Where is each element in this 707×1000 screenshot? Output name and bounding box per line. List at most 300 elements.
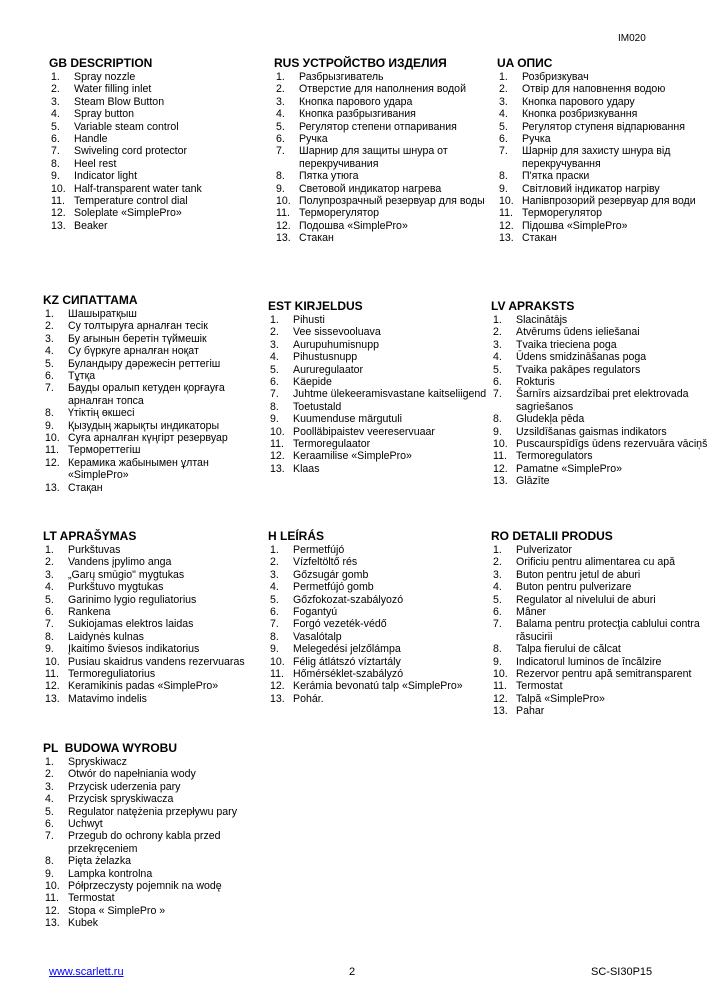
list-item bbox=[491, 581, 705, 593]
list-item bbox=[43, 457, 265, 482]
list-item bbox=[49, 121, 271, 133]
list-item bbox=[49, 145, 271, 157]
section-title: UA ОПИС bbox=[497, 56, 553, 70]
item-text: Talpa fierului de călcat bbox=[516, 643, 621, 656]
item-text: Регулятор ступеня відпарювання bbox=[522, 120, 685, 133]
item-number: 7. bbox=[499, 145, 508, 158]
item-number: 6. bbox=[276, 133, 285, 146]
item-number: 13. bbox=[45, 692, 60, 705]
list-item bbox=[491, 680, 705, 692]
item-number: 13. bbox=[270, 692, 285, 705]
list-item bbox=[43, 917, 265, 929]
item-text: Стакан bbox=[299, 232, 334, 245]
item-number: 11. bbox=[45, 668, 59, 681]
list-item bbox=[49, 220, 271, 232]
list-item bbox=[49, 108, 271, 120]
item-number: 12. bbox=[45, 456, 60, 469]
section-title: RUS УСТРОЙСТВО ИЗДЕЛИЯ bbox=[274, 56, 447, 70]
item-list bbox=[491, 544, 705, 718]
item-number: 11. bbox=[51, 195, 65, 208]
section-8 bbox=[491, 530, 705, 718]
item-text: Світловий індикатор нагріву bbox=[522, 182, 660, 195]
item-text: Balama pentru protecţia cablului contra răsucirii bbox=[516, 618, 700, 643]
item-text: Käepide bbox=[293, 376, 332, 389]
item-text: Lampka kontrolna bbox=[68, 867, 153, 880]
item-number: 9. bbox=[493, 425, 502, 438]
list-item bbox=[497, 133, 707, 145]
item-text: Су бүркуге арналған ноқат bbox=[68, 345, 199, 358]
list-item bbox=[268, 450, 490, 462]
item-text: Variable steam control bbox=[74, 120, 179, 133]
item-number: 7. bbox=[51, 145, 60, 158]
list-item bbox=[43, 444, 265, 456]
section-title: KZ СИПАТТАМА bbox=[43, 293, 138, 307]
list-item bbox=[497, 121, 707, 133]
footer-link-wrapper bbox=[49, 966, 124, 978]
list-item bbox=[491, 606, 705, 618]
item-number: 9. bbox=[51, 170, 60, 183]
list-item bbox=[268, 426, 490, 438]
item-number: 6. bbox=[493, 376, 502, 389]
list-item bbox=[274, 71, 496, 83]
website-link[interactable]: www.scarlett.ru bbox=[49, 966, 124, 978]
list-item bbox=[49, 170, 271, 182]
item-text: Pihustusnupp bbox=[293, 351, 358, 364]
section-1 bbox=[274, 57, 496, 245]
item-text: Vízfeltöltő rés bbox=[293, 556, 358, 569]
list-item bbox=[49, 71, 271, 83]
list-item bbox=[491, 438, 707, 450]
item-number: 2. bbox=[270, 556, 279, 569]
list-item bbox=[491, 475, 707, 487]
item-text: Кнопка разбрызгивания bbox=[299, 108, 416, 121]
list-item bbox=[43, 358, 265, 370]
item-text: Toetustald bbox=[293, 400, 342, 413]
item-text: Permetfújó bbox=[293, 544, 345, 556]
item-text: Regulator natężenia przepływu pary bbox=[68, 805, 238, 818]
item-text: Pulverizator bbox=[516, 544, 572, 556]
list-item bbox=[268, 388, 490, 400]
list-item bbox=[491, 556, 705, 568]
item-text: Slacinātājs bbox=[516, 314, 568, 326]
item-text: Poolläbipaistev veereservuaar bbox=[293, 425, 435, 438]
item-number: 5. bbox=[276, 120, 285, 133]
item-list bbox=[43, 308, 265, 494]
item-number: 8. bbox=[45, 407, 54, 420]
item-text: Atvērums ūdens ieliešanai bbox=[516, 326, 640, 339]
list-item bbox=[43, 308, 265, 320]
item-number: 5. bbox=[270, 593, 279, 606]
item-text: Полупрозрачный резервуар для воды bbox=[299, 195, 485, 208]
item-number: 13. bbox=[45, 917, 60, 930]
item-text: Pamatne «SimplePro» bbox=[516, 462, 622, 475]
list-item bbox=[268, 693, 490, 705]
item-text: Steam Blow Button bbox=[74, 95, 165, 108]
item-number: 8. bbox=[270, 400, 279, 413]
item-text: Kubek bbox=[68, 917, 99, 930]
item-text: Keramikinis padas «SimplePro» bbox=[68, 680, 219, 693]
item-number: 12. bbox=[493, 692, 508, 705]
list-item bbox=[491, 376, 707, 388]
item-text: Handle bbox=[74, 133, 108, 146]
item-number: 1. bbox=[499, 71, 508, 83]
item-text: Termostat bbox=[68, 892, 115, 905]
item-text: Fogantyú bbox=[293, 606, 338, 619]
item-number: 11. bbox=[276, 207, 290, 220]
section-5 bbox=[491, 300, 707, 488]
list-item bbox=[43, 830, 265, 855]
item-text: Gőzsugár gomb bbox=[293, 568, 369, 581]
list-item bbox=[274, 232, 496, 244]
list-item bbox=[268, 463, 490, 475]
item-number: 4. bbox=[499, 108, 508, 121]
list-item bbox=[497, 108, 707, 120]
list-item bbox=[43, 892, 265, 904]
list-item bbox=[43, 768, 265, 780]
list-item bbox=[491, 594, 705, 606]
list-item bbox=[43, 643, 265, 655]
item-number: 10. bbox=[493, 668, 508, 681]
list-item bbox=[268, 351, 490, 363]
section-title: RO DETALII PRODUS bbox=[491, 529, 613, 543]
product-code: SC-SI30P15 bbox=[591, 966, 653, 978]
list-item bbox=[43, 606, 265, 618]
list-item bbox=[268, 544, 490, 556]
item-list bbox=[268, 544, 490, 705]
item-number: 12. bbox=[270, 450, 285, 463]
list-item bbox=[43, 569, 265, 581]
item-text: Forgó vezeték-védő bbox=[293, 618, 387, 631]
item-text: „Garų smūgio" mygtukas bbox=[68, 568, 185, 581]
item-text: Gőzfokozat-szabályozó bbox=[293, 593, 404, 606]
item-text: Šarnīrs aizsardzībai pret elektrovada sagriešanos bbox=[516, 388, 689, 413]
list-item bbox=[268, 401, 490, 413]
item-number: 1. bbox=[45, 544, 54, 556]
list-item bbox=[268, 594, 490, 606]
item-number: 7. bbox=[493, 388, 502, 401]
item-text: Стақан bbox=[68, 481, 103, 494]
item-number: 13. bbox=[493, 475, 508, 488]
item-text: Тұтқа bbox=[68, 370, 96, 383]
list-item bbox=[268, 581, 490, 593]
item-text: Orificiu pentru alimentarea cu apă bbox=[516, 556, 675, 569]
section-title: EST KIRJELDUS bbox=[268, 299, 363, 313]
section-9 bbox=[43, 742, 265, 930]
item-number: 1. bbox=[493, 544, 502, 556]
item-number: 3. bbox=[45, 780, 54, 793]
item-text: Терморегулятор bbox=[299, 207, 379, 220]
list-item bbox=[49, 195, 271, 207]
item-text: Үтіктің өкшесі bbox=[68, 407, 135, 420]
item-number: 5. bbox=[45, 593, 54, 606]
item-number: 1. bbox=[45, 308, 54, 320]
item-text: Półprzeczysty pojemnik na wodę bbox=[68, 880, 222, 893]
item-text: Розбризкувач bbox=[522, 71, 589, 83]
item-number: 4. bbox=[51, 108, 60, 121]
section-4 bbox=[268, 300, 490, 475]
item-text: Przegub do ochrony kabla przed przekręceniem bbox=[68, 830, 221, 855]
item-number: 10. bbox=[270, 655, 285, 668]
list-item bbox=[491, 351, 707, 363]
item-text: Uchwyt bbox=[68, 818, 103, 831]
item-number: 8. bbox=[493, 643, 502, 656]
item-number: 3. bbox=[493, 338, 502, 351]
item-number: 9. bbox=[45, 643, 54, 656]
item-text: Шарнір для захисту шнура від перекручування bbox=[522, 145, 671, 170]
list-item bbox=[268, 631, 490, 643]
item-text: Ручка bbox=[522, 133, 551, 146]
item-number: 10. bbox=[493, 438, 508, 451]
list-item bbox=[268, 326, 490, 338]
item-text: Juhtme ülekeeramisvastane kaitseliigend bbox=[293, 388, 487, 401]
section-title: GB DESCRIPTION bbox=[49, 56, 153, 70]
list-item bbox=[43, 382, 265, 407]
item-text: Пятка утюга bbox=[299, 170, 359, 183]
list-item bbox=[43, 432, 265, 444]
item-text: Buton pentru jetul de aburi bbox=[516, 568, 641, 581]
item-text: Разбрызгиватель bbox=[299, 71, 384, 83]
list-item bbox=[43, 370, 265, 382]
item-number: 8. bbox=[51, 157, 60, 170]
section-title: H LEÍRÁS bbox=[268, 529, 325, 543]
item-text: Кнопка парового удара bbox=[299, 95, 413, 108]
item-text: Tvaika trieciena poga bbox=[516, 338, 617, 351]
item-text: Sukiojamas elektros laidas bbox=[68, 618, 194, 631]
item-text: Przycisk uderzenia pary bbox=[68, 780, 181, 793]
item-number: 1. bbox=[276, 71, 285, 83]
item-number: 9. bbox=[276, 182, 285, 195]
item-number: 4. bbox=[45, 793, 54, 806]
item-number: 7. bbox=[276, 145, 285, 158]
item-text: Puscaurspīdīgs ūdens rezervuāra vāciņš bbox=[516, 438, 707, 451]
item-number: 9. bbox=[499, 182, 508, 195]
item-number: 10. bbox=[270, 425, 285, 438]
item-text: Буландыру дәрежесін реттегіш bbox=[68, 357, 221, 370]
item-text: Hőmérséklet-szabályzó bbox=[293, 668, 404, 681]
list-item bbox=[43, 818, 265, 830]
item-list bbox=[497, 71, 707, 245]
item-number: 2. bbox=[499, 83, 508, 96]
list-item bbox=[497, 195, 707, 207]
list-item bbox=[491, 450, 707, 462]
item-text: Rankena bbox=[68, 606, 111, 619]
list-item bbox=[491, 693, 705, 705]
list-item bbox=[49, 183, 271, 195]
item-number: 4. bbox=[276, 108, 285, 121]
item-number: 3. bbox=[493, 568, 502, 581]
list-item bbox=[491, 426, 707, 438]
list-item bbox=[274, 108, 496, 120]
item-text: Pahar bbox=[516, 705, 545, 718]
list-item bbox=[268, 606, 490, 618]
item-text: Termoreguliatorius bbox=[68, 668, 156, 681]
item-number: 3. bbox=[270, 568, 279, 581]
item-number: 1. bbox=[493, 314, 502, 326]
list-item bbox=[43, 668, 265, 680]
list-item bbox=[491, 388, 707, 413]
item-number: 1. bbox=[270, 314, 279, 326]
item-number: 5. bbox=[45, 805, 54, 818]
item-number: 5. bbox=[493, 593, 502, 606]
item-text: Tvaika pakāpes regulators bbox=[516, 363, 641, 376]
item-number: 11. bbox=[499, 207, 513, 220]
list-item bbox=[491, 618, 705, 643]
item-text: Vandens įpylimo anga bbox=[68, 556, 172, 569]
item-text: Ручка bbox=[299, 133, 328, 146]
section-title: LT APRAŠYMAS bbox=[43, 529, 137, 543]
list-item bbox=[268, 376, 490, 388]
item-text: Przycisk spryskiwacza bbox=[68, 793, 174, 806]
item-text: Otwór do napełniania wody bbox=[68, 768, 196, 781]
item-list bbox=[43, 756, 265, 930]
item-text: Терморегулятор bbox=[522, 207, 602, 220]
item-number: 7. bbox=[45, 382, 54, 395]
item-number: 13. bbox=[493, 705, 508, 718]
item-number: 8. bbox=[499, 170, 508, 183]
item-text: Aurupuhumisnupp bbox=[293, 338, 379, 351]
item-list bbox=[491, 314, 707, 488]
list-item bbox=[491, 643, 705, 655]
item-text: Purkštuvo mygtukas bbox=[68, 581, 164, 594]
list-item bbox=[491, 413, 707, 425]
item-text: Ūdens smidzināšanas poga bbox=[516, 351, 647, 364]
item-text: Matavimo indelis bbox=[68, 692, 147, 705]
item-number: 9. bbox=[270, 643, 279, 656]
list-item bbox=[491, 326, 707, 338]
item-number: 13. bbox=[276, 232, 291, 245]
list-item bbox=[497, 145, 707, 170]
item-number: 2. bbox=[45, 556, 54, 569]
list-item bbox=[43, 793, 265, 805]
item-number: 4. bbox=[45, 581, 54, 594]
item-number: 2. bbox=[51, 83, 60, 96]
item-text: Шарнир для защиты шнура от перекручивания bbox=[299, 145, 448, 170]
item-number: 7. bbox=[45, 830, 54, 843]
item-text: Indicator light bbox=[74, 170, 138, 183]
item-text: Напівпрозорий резервуар для води bbox=[522, 195, 696, 208]
item-text: Кнопка розбризкування bbox=[522, 108, 638, 121]
item-text: Purkštuvas bbox=[68, 544, 121, 556]
item-number: 6. bbox=[270, 376, 279, 389]
list-item bbox=[268, 339, 490, 351]
list-item bbox=[274, 207, 496, 219]
list-item bbox=[268, 569, 490, 581]
list-item bbox=[43, 482, 265, 494]
item-text: Подошва «SimplePro» bbox=[299, 219, 408, 232]
item-number: 1. bbox=[51, 71, 60, 83]
item-text: Glāzīte bbox=[516, 475, 550, 488]
item-number: 5. bbox=[499, 120, 508, 133]
list-item bbox=[43, 556, 265, 568]
list-item bbox=[43, 880, 265, 892]
list-item bbox=[274, 83, 496, 95]
item-text: Підошва «SimplePro» bbox=[522, 219, 628, 232]
item-text: Отвір для наповнення водою bbox=[522, 83, 666, 96]
item-number: 6. bbox=[45, 606, 54, 619]
list-item bbox=[43, 544, 265, 556]
section-7 bbox=[268, 530, 490, 705]
item-text: Бу ағынын беретін түймешік bbox=[68, 332, 207, 345]
item-number: 4. bbox=[493, 581, 502, 594]
item-text: Керамика жабынымен ұлтан «SimplePro» bbox=[68, 456, 209, 482]
list-item bbox=[49, 83, 271, 95]
list-item bbox=[274, 220, 496, 232]
list-item bbox=[491, 544, 705, 556]
item-number: 1. bbox=[270, 544, 279, 556]
item-text: Rezervor pentru apă semitransparent bbox=[516, 668, 692, 681]
item-list bbox=[49, 71, 271, 232]
item-text: Суға арналған күңгірт резервуар bbox=[68, 432, 228, 445]
item-number: 10. bbox=[45, 880, 60, 893]
list-item bbox=[268, 556, 490, 568]
list-item bbox=[268, 656, 490, 668]
item-number: 4. bbox=[270, 581, 279, 594]
item-number: 12. bbox=[276, 219, 291, 232]
item-text: Termostat bbox=[516, 680, 563, 693]
item-number: 13. bbox=[45, 481, 60, 494]
list-item bbox=[491, 314, 707, 326]
list-item bbox=[491, 668, 705, 680]
item-list bbox=[268, 314, 490, 475]
item-number: 3. bbox=[51, 95, 60, 108]
item-number: 6. bbox=[45, 370, 54, 383]
item-number: 10. bbox=[51, 182, 66, 195]
list-item bbox=[43, 407, 265, 419]
item-text: Отверстие для наполнения водой bbox=[299, 83, 466, 96]
item-text: Регулятор степени отпаривания bbox=[299, 120, 457, 133]
item-list bbox=[274, 71, 496, 245]
item-text: Termoregulaator bbox=[293, 438, 371, 451]
list-item bbox=[268, 438, 490, 450]
item-text: Uzsildīšanas gaismas indikators bbox=[516, 425, 667, 438]
item-number: 9. bbox=[493, 655, 502, 668]
item-number: 5. bbox=[45, 357, 54, 370]
list-item bbox=[497, 207, 707, 219]
item-number: 11. bbox=[45, 892, 59, 905]
list-item bbox=[43, 756, 265, 768]
item-number: 11. bbox=[270, 438, 284, 451]
list-item bbox=[43, 320, 265, 332]
section-6 bbox=[43, 530, 265, 705]
item-number: 9. bbox=[270, 413, 279, 426]
item-number: 8. bbox=[493, 413, 502, 426]
list-item bbox=[268, 680, 490, 692]
item-text: Mâner bbox=[516, 606, 547, 619]
model-code: IM020 bbox=[618, 33, 646, 44]
item-number: 2. bbox=[270, 326, 279, 339]
item-number: 2. bbox=[45, 768, 54, 781]
item-number: 1. bbox=[45, 756, 54, 768]
item-number: 3. bbox=[45, 568, 54, 581]
item-number: 8. bbox=[45, 855, 54, 868]
list-item bbox=[491, 656, 705, 668]
item-number: 2. bbox=[493, 556, 502, 569]
item-text: Pihusti bbox=[293, 314, 325, 326]
list-item bbox=[43, 855, 265, 867]
list-item bbox=[274, 170, 496, 182]
item-number: 12. bbox=[493, 462, 508, 475]
item-text: Félig átlátszó víztartály bbox=[293, 655, 401, 668]
list-item bbox=[491, 339, 707, 351]
list-item bbox=[274, 195, 496, 207]
item-text: Бауды оралып кетуден қорғауға арналған топса bbox=[68, 382, 225, 407]
list-item bbox=[43, 594, 265, 606]
item-number: 12. bbox=[45, 904, 60, 917]
page-number: 2 bbox=[349, 966, 356, 978]
list-item bbox=[274, 96, 496, 108]
item-number: 6. bbox=[270, 606, 279, 619]
item-number: 12. bbox=[270, 680, 285, 693]
